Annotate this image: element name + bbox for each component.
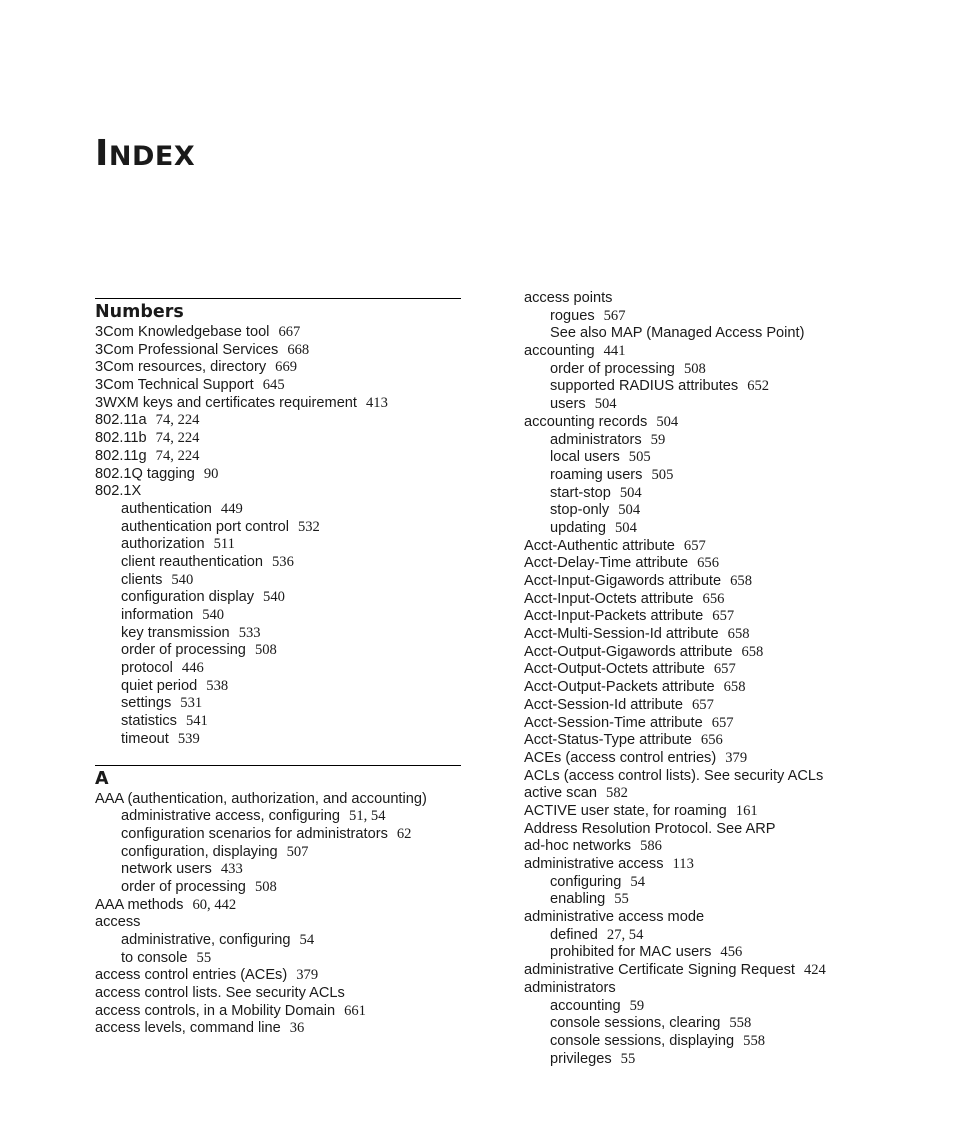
index-entry: [524, 856, 904, 874]
entry-page-ref: 74, 224: [155, 430, 200, 447]
entry-term: ACTIVE user state, for roaming: [524, 802, 727, 819]
entry-page-ref: 424: [803, 962, 826, 979]
index-entry: [524, 661, 904, 679]
index-subentry: [95, 625, 461, 643]
index-subentry: [95, 844, 461, 862]
index-entry: [95, 342, 461, 360]
index-subentry: [95, 536, 461, 554]
index-entry: [524, 414, 904, 432]
index-subentry: [95, 861, 461, 879]
entry-page-ref: 505: [628, 449, 651, 466]
entry-page-ref: 508: [683, 360, 706, 377]
entry-page-ref: 446: [181, 660, 204, 677]
entry-page-ref: 531: [180, 695, 203, 712]
index-entry: [95, 359, 461, 377]
entry-page-ref: 540: [263, 589, 285, 606]
entry-term: administrative Certificate Signing Request: [524, 962, 795, 979]
entry-page-ref: 668: [287, 341, 310, 358]
index-entry: [95, 914, 461, 932]
index-entry: [95, 377, 461, 395]
index-entry: [95, 985, 461, 1003]
index-subentry: [95, 501, 461, 519]
index-entry: [95, 1003, 461, 1021]
index-subentry: [524, 1051, 904, 1069]
entry-term: clients: [121, 571, 163, 588]
entry-page-ref: 55: [614, 891, 629, 908]
index-subentry: [95, 808, 461, 826]
entry-page-ref: 657: [713, 661, 736, 678]
entry-page-ref: 558: [743, 1032, 766, 1049]
entry-page-ref: 657: [691, 696, 714, 713]
entry-term: stop-only: [550, 502, 610, 519]
index-entry: [95, 430, 461, 448]
index-subentry: [95, 932, 461, 950]
entry-page-ref: 645: [262, 377, 285, 394]
entry-term: 802.1Q tagging: [95, 465, 195, 482]
entry-page-ref: 661: [344, 1002, 366, 1019]
index-entry: [524, 679, 904, 697]
entry-term: key transmission: [121, 624, 230, 641]
entry-term: administrative access, configuring: [121, 808, 341, 825]
entry-page-ref: 533: [238, 624, 261, 641]
entry-page-ref: 27, 54: [606, 926, 644, 943]
index-entry: [524, 290, 904, 308]
index-entry: [95, 466, 461, 484]
page-title-rest: NDEX: [108, 141, 196, 172]
index-entry: [95, 395, 461, 413]
index-subentry: [524, 308, 904, 326]
entry-term: updating: [550, 519, 606, 536]
index-entry: [524, 343, 904, 361]
index-entry: [524, 838, 904, 856]
page-title: [95, 132, 195, 179]
section-heading: A: [95, 768, 109, 789]
entry-term: defined: [550, 926, 598, 943]
index-subentry: [524, 485, 904, 503]
index-subentry: [524, 325, 904, 343]
entry-page-ref: 379: [725, 749, 748, 766]
entry-term: ACEs (access control entries): [524, 749, 717, 766]
entry-term: Acct-Output-Packets attribute: [524, 679, 715, 696]
section-heading: Numbers: [95, 302, 184, 322]
entry-term: administrative access mode: [524, 909, 705, 926]
entry-page-ref: 536: [271, 553, 294, 570]
entry-page-ref: 652: [747, 378, 770, 395]
entry-term: rogues: [550, 307, 595, 324]
entry-term: order of processing: [121, 878, 246, 895]
index-column-left: [95, 298, 461, 1038]
index-entry: [524, 750, 904, 768]
entry-term: Acct-Input-Octets attribute: [524, 590, 694, 607]
index-entry: [95, 897, 461, 915]
entry-term: 3Com Technical Support: [95, 377, 254, 394]
entry-page-ref: 540: [202, 607, 225, 623]
entry-page-ref: 656: [697, 555, 719, 572]
index-entry: [524, 962, 904, 980]
index-subentry: [95, 731, 461, 749]
entry-term: start-stop: [550, 484, 611, 501]
index-subentry: [524, 449, 904, 467]
entry-term: administrators: [550, 431, 642, 448]
entry-page-ref: 656: [702, 590, 725, 607]
entry-term: 802.11a: [95, 412, 147, 429]
entry-page-ref: 504: [656, 413, 679, 430]
index-subentry: [524, 467, 904, 485]
entry-term: access: [95, 914, 141, 931]
entry-term: AAA (authentication, authorization, and accounting): [95, 790, 427, 807]
entry-term: order of processing: [550, 360, 675, 377]
index-subentry: [524, 361, 904, 379]
index-entry: [95, 324, 461, 342]
entry-term: prohibited for MAC users: [550, 944, 712, 961]
index-entry: [95, 412, 461, 430]
index-entry: [95, 448, 461, 466]
entry-page-ref: 508: [254, 878, 277, 895]
entry-term: 3Com resources, directory: [95, 359, 267, 376]
index-entry: [524, 980, 904, 998]
entry-page-ref: 59: [629, 997, 645, 1014]
entry-page-ref: 657: [711, 714, 734, 731]
entry-term: administrative, configuring: [121, 932, 291, 948]
entry-page-ref: 658: [730, 573, 752, 589]
entry-term: order of processing: [121, 642, 246, 659]
index-subentry: [524, 927, 904, 945]
entry-page-ref: 504: [615, 519, 637, 536]
entry-term: Acct-Input-Gigawords attribute: [524, 573, 722, 589]
entry-page-ref: 507: [286, 843, 309, 860]
index-subentry: [524, 998, 904, 1016]
entry-page-ref: 379: [296, 967, 319, 984]
entry-page-ref: 586: [640, 838, 662, 855]
section-gap: [95, 749, 461, 765]
entry-page-ref: 504: [619, 484, 642, 501]
page-title-initial: I: [95, 133, 109, 174]
entry-term: Acct-Session-Time attribute: [524, 714, 703, 731]
entry-term: roaming users: [550, 466, 643, 483]
entry-page-ref: 505: [651, 466, 674, 483]
entry-term: ad-hoc networks: [524, 838, 632, 855]
entry-term: timeout: [121, 730, 169, 747]
entry-term: administrators: [524, 979, 616, 996]
entry-term: access controls, in a Mobility Domain: [95, 1002, 336, 1019]
entry-page-ref: 539: [177, 730, 200, 747]
entry-term: authorization: [121, 536, 205, 553]
entry-page-ref: 413: [365, 394, 388, 411]
entry-page-ref: 511: [213, 536, 235, 553]
entry-term: ACLs (access control lists). See security ACLs: [524, 767, 824, 784]
entry-term: local users: [550, 449, 620, 466]
entry-term: Acct-Output-Gigawords attribute: [524, 643, 733, 660]
entry-term: Acct-Authentic attribute: [524, 537, 675, 554]
entry-page-ref: 558: [729, 1015, 752, 1032]
entry-page-ref: 161: [735, 802, 758, 819]
entry-page-ref: 441: [603, 343, 626, 360]
index-subentry: [95, 660, 461, 678]
index-entry: [524, 626, 904, 644]
index-entry: [524, 538, 904, 556]
entry-page-ref: 658: [723, 679, 746, 696]
index-subentry: [524, 520, 904, 538]
entry-page-ref: 54: [630, 873, 645, 890]
index-entry: [524, 591, 904, 609]
index-entry: [95, 1020, 461, 1038]
entry-term: 802.1X: [95, 483, 142, 500]
index-subentry: [95, 826, 461, 844]
index-entry: [95, 483, 461, 501]
entry-page-ref: 54: [299, 932, 315, 948]
entry-term: 3Com Knowledgebase tool: [95, 324, 270, 340]
entry-page-ref: 657: [683, 537, 706, 554]
entry-term: authentication port control: [121, 518, 289, 535]
entry-term: console sessions, clearing: [550, 1015, 721, 1032]
index-entry: [524, 803, 904, 821]
index-subentry: [95, 950, 461, 968]
entry-term: 802.11b: [95, 430, 147, 447]
entry-page-ref: 60, 442: [192, 896, 237, 913]
entry-page-ref: 55: [196, 949, 212, 966]
index-subentry: [524, 1033, 904, 1051]
entry-page-ref: 51, 54: [349, 808, 386, 825]
entry-term: users: [550, 396, 586, 413]
entry-page-ref: 74, 224: [155, 447, 200, 464]
entry-term: client reauthentication: [121, 553, 263, 570]
entry-page-ref: 658: [741, 643, 764, 660]
index-entry: [95, 791, 461, 809]
index-subentry: [524, 432, 904, 450]
index-entry: [524, 555, 904, 573]
index-entry: [524, 697, 904, 715]
entry-page-ref: 532: [297, 518, 320, 535]
entry-term: 3WXM keys and certificates requirement: [95, 394, 357, 411]
index-entry: [524, 768, 904, 786]
entry-page-ref: 658: [727, 626, 750, 643]
entry-term: network users: [121, 861, 212, 878]
entry-term: active scan: [524, 785, 598, 802]
entry-term: Acct-Output-Octets attribute: [524, 661, 705, 678]
index-subentry: [524, 396, 904, 414]
entry-term: Acct-Multi-Session-Id attribute: [524, 626, 719, 643]
index-entry: [95, 967, 461, 985]
entry-term: authentication: [121, 500, 212, 517]
index-column-right: [524, 290, 904, 1068]
entry-term: Acct-Session-Id attribute: [524, 696, 683, 713]
index-entry: [524, 715, 904, 733]
entry-term: configuration display: [121, 589, 255, 606]
index-subentry: [95, 879, 461, 897]
index-entry: [524, 909, 904, 927]
index-entry: [524, 608, 904, 626]
index-subentry: [524, 378, 904, 396]
entry-term: quiet period: [121, 677, 198, 694]
entry-page-ref: 541: [185, 713, 208, 730]
entry-term: configuration scenarios for administrators: [121, 825, 388, 842]
index-subentry: [524, 502, 904, 520]
entry-page-ref: 582: [606, 785, 628, 802]
entry-page-ref: 55: [620, 1050, 636, 1067]
entry-term: See also MAP (Managed Access Point): [550, 325, 805, 342]
entry-page-ref: 59: [650, 431, 666, 448]
index-subentry: [524, 944, 904, 962]
entry-term: configuring: [550, 873, 622, 890]
entry-page-ref: 90: [203, 465, 219, 482]
entry-page-ref: 538: [206, 677, 229, 694]
entry-page-ref: 657: [712, 608, 735, 625]
entry-term: access points: [524, 290, 613, 306]
index-subentry: [95, 642, 461, 660]
entry-term: Acct-Status-Type attribute: [524, 732, 692, 749]
entry-term: 802.11g: [95, 447, 147, 464]
entry-page-ref: 113: [672, 856, 694, 872]
entry-page-ref: 504: [618, 502, 641, 519]
entry-page-ref: 456: [720, 944, 743, 961]
index-subentry: [524, 891, 904, 909]
entry-term: administrative access: [524, 856, 664, 872]
entry-term: AAA methods: [95, 896, 184, 913]
index-subentry: [95, 589, 461, 607]
index-subentry: [95, 519, 461, 537]
entry-term: 3Com Professional Services: [95, 341, 279, 358]
index-entry: [524, 785, 904, 803]
entry-term: configuration, displaying: [121, 843, 278, 860]
entry-term: access control lists. See security ACLs: [95, 985, 345, 1002]
entry-term: statistics: [121, 713, 177, 730]
entry-term: access control entries (ACEs): [95, 967, 288, 984]
entry-page-ref: 567: [603, 307, 626, 324]
entry-term: accounting: [550, 997, 621, 1014]
index-subentry: [95, 713, 461, 731]
entry-term: supported RADIUS attributes: [550, 378, 739, 395]
entry-page-ref: 36: [289, 1020, 305, 1037]
index-subentry: [524, 874, 904, 892]
index-entry: [524, 821, 904, 839]
entry-page-ref: 667: [278, 324, 301, 340]
index-subentry: [95, 695, 461, 713]
entry-term: Address Resolution Protocol. See ARP: [524, 820, 776, 837]
entry-page-ref: 62: [396, 825, 412, 842]
entry-term: enabling: [550, 891, 606, 908]
entry-term: accounting records: [524, 413, 648, 430]
entry-term: Acct-Input-Packets attribute: [524, 608, 704, 625]
index-entry: [524, 732, 904, 750]
entry-page-ref: 504: [594, 396, 617, 413]
index-subentry: [95, 554, 461, 572]
entry-page-ref: 540: [171, 571, 194, 588]
entry-page-ref: 669: [275, 359, 298, 376]
entry-term: protocol: [121, 660, 173, 677]
entry-term: settings: [121, 695, 172, 712]
index-subentry: [95, 572, 461, 590]
entry-page-ref: 449: [220, 500, 243, 517]
index-entry: [524, 573, 904, 591]
index-entry: [524, 644, 904, 662]
entry-term: accounting: [524, 343, 595, 360]
entry-page-ref: 656: [700, 732, 723, 749]
entry-term: information: [121, 607, 194, 623]
entry-term: access levels, command line: [95, 1020, 281, 1037]
index-subentry: [95, 678, 461, 696]
index-subentry: [524, 1015, 904, 1033]
entry-term: privileges: [550, 1050, 612, 1067]
entry-page-ref: 508: [254, 642, 277, 659]
index-subentry: [95, 607, 461, 625]
entry-term: Acct-Delay-Time attribute: [524, 555, 689, 572]
entry-term: to console: [121, 949, 188, 966]
entry-page-ref: 433: [220, 861, 243, 878]
entry-page-ref: 74, 224: [155, 412, 200, 429]
entry-term: console sessions, displaying: [550, 1032, 735, 1049]
